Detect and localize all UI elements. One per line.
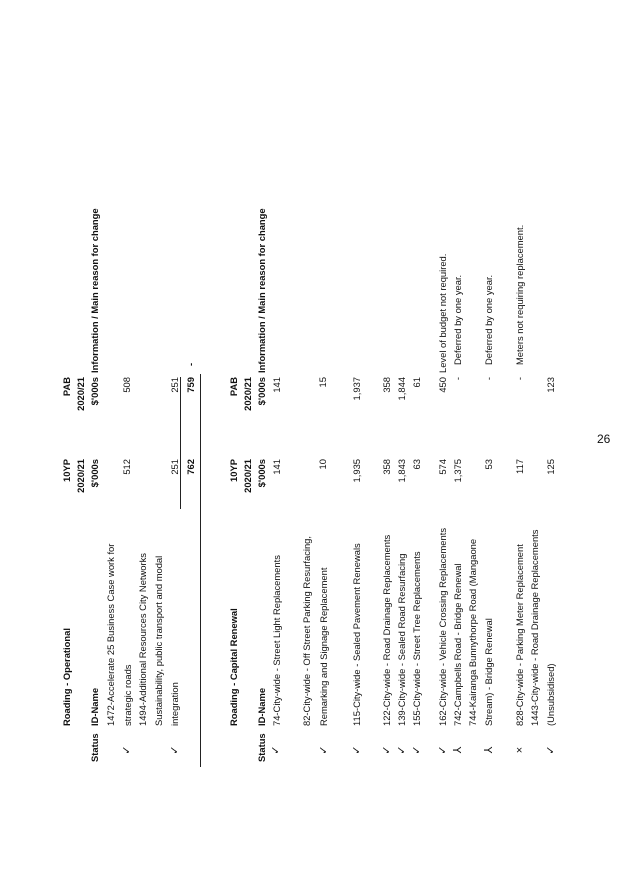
row-ltp-value: 1,375 (452, 459, 463, 483)
col-header-status: Status (256, 733, 267, 762)
row-info: Meters not requiring replacement. (514, 224, 525, 365)
col-header-pab-line2: 2020/21 (242, 377, 253, 411)
row-name-line1: 744-Kairanga Bunnythorpe Road (Mangaone (467, 538, 478, 726)
row-name-line2: Stream) - Bridge Renewal (483, 618, 494, 726)
row-name-line2: strategic roads (122, 664, 133, 726)
row-ltp-value: 358 (381, 459, 392, 475)
section-title-operational: Roading - Operational (61, 628, 72, 726)
row-name-line2: (Unsubsidised) (545, 663, 556, 726)
row-pab-value: 358 (381, 377, 392, 393)
row-ltp-value: 574 (437, 459, 448, 475)
col-header-ltp-line1: 10YP (61, 459, 72, 482)
col-header-pab-line1: PAB (61, 377, 72, 397)
row-name-line2: Sustainability, public transport and modal (153, 555, 164, 726)
total-pab-value: 759 (185, 377, 196, 393)
col-header-ltp-line2: 2020/21 (75, 459, 86, 493)
status-tick-icon: ✓ (351, 745, 363, 755)
row-info: Level of budget not required. (437, 253, 448, 373)
page-number: 26 (597, 432, 611, 446)
col-header-ltp-line3: $'000s (89, 459, 100, 488)
row-name-line1: 1443-City-wide - Road Drainage Replacements (529, 529, 540, 726)
col-header-ltp-line3: $'000s (256, 459, 267, 488)
total-info: - (185, 362, 196, 366)
row-name-line1: 1472-Accelerate 25 Business Case work for (105, 543, 116, 726)
row-pab-value: 1,844 (396, 377, 407, 401)
status-tick-icon: ✓ (270, 745, 282, 755)
status-tick-icon: ✓ (545, 745, 557, 755)
col-header-pab-line3: $'000s (89, 377, 100, 406)
row-ltp-value: 53 (483, 459, 494, 470)
row-ltp-value: 117 (514, 459, 525, 474)
row-ltp-value: 141 (271, 459, 282, 475)
row-info: Deferred by one year. (452, 274, 463, 365)
col-header-ltp-line2: 2020/21 (242, 459, 253, 493)
row-name-line2: Remarking and Signage Replacement (318, 567, 329, 726)
col-header-info: Information / Main reason for change (89, 208, 100, 373)
row-name-line1: 155-City-wide - Street Tree Replacements (411, 551, 422, 726)
status-deferred-icon: ⅄ (452, 746, 464, 754)
row-name-line3: integration (169, 682, 180, 726)
row-name-line1: 139-City-wide - Sealed Road Resurfacing (396, 553, 407, 726)
col-header-ltp-line1: 10YP (228, 459, 239, 482)
row-pab-value: 1,937 (351, 377, 362, 401)
col-header-pab-line3: $'000s (256, 377, 267, 406)
row-name-line1: 122-City-wide - Road Drainage Replacements (381, 534, 392, 726)
status-tick-icon: ✓ (169, 745, 181, 755)
row-ltp-value: 63 (411, 459, 422, 470)
status-tick-icon: ✓ (381, 745, 393, 755)
row-name-line1: 74-City-wide - Street Light Replacements (271, 555, 282, 726)
col-header-status: Status (89, 733, 100, 762)
row-ltp-value: 1,935 (351, 459, 362, 483)
row-pab-value: 123 (545, 377, 556, 393)
row-pab-value: 61 (411, 377, 422, 388)
row-pab-value: 450 (437, 377, 448, 393)
row-pab-value: 141 (271, 377, 282, 393)
row-pab-value: - (483, 377, 494, 381)
subtotal-rule (180, 377, 181, 509)
col-header-pab-line1: PAB (228, 377, 239, 397)
row-info: Deferred by one year. (483, 274, 494, 365)
status-tick-icon: ✓ (121, 745, 133, 755)
col-header-info: Information / Main reason for change (256, 208, 267, 373)
status-deferred-icon: ⅄ (483, 746, 495, 754)
row-name-line1: 162-City-wide - Vehicle Crossing Replacements (437, 527, 448, 726)
row-name-line1: 115-City-wide - Sealed Pavement Renewals (351, 543, 362, 726)
col-header-id-name: ID-Name (89, 687, 100, 726)
col-header-id-name: ID-Name (256, 687, 267, 726)
row-pab-value: - (452, 377, 463, 381)
section-bottom-rule (200, 374, 201, 767)
status-tick-icon: ✓ (396, 745, 408, 755)
row-name-line1: 1494-Additional Resources City Networks (137, 553, 148, 726)
row-name-line1: 742-Campbells Road - Bridge Renewal (452, 563, 463, 726)
status-tick-icon: ✓ (318, 745, 330, 755)
section-title-capital-renewal: Roading - Capital Renewal (228, 608, 239, 726)
status-tick-icon: ✓ (411, 745, 423, 755)
row-ltp-value: 251 (169, 459, 180, 475)
status-tick-icon: ✓ (437, 745, 449, 755)
row-ltp-value: 10 (317, 459, 328, 470)
row-name-line1: 828-City-wide - Parking Meter Replacement (514, 544, 525, 726)
col-header-pab-line2: 2020/21 (75, 377, 86, 411)
row-pab-value: 15 (317, 377, 328, 388)
status-cross-icon: × (514, 746, 526, 754)
row-ltp-value: 512 (121, 459, 132, 475)
total-ltp-value: 762 (185, 459, 196, 475)
row-pab-value: 508 (121, 377, 132, 393)
row-pab-value: - (514, 377, 525, 381)
row-pab-value: 251 (169, 377, 180, 393)
row-name-line1: 82-City-wide - Off Street Parking Resurfacing, (301, 535, 312, 726)
row-ltp-value: 1,843 (396, 459, 407, 483)
row-ltp-value: 125 (545, 459, 556, 475)
